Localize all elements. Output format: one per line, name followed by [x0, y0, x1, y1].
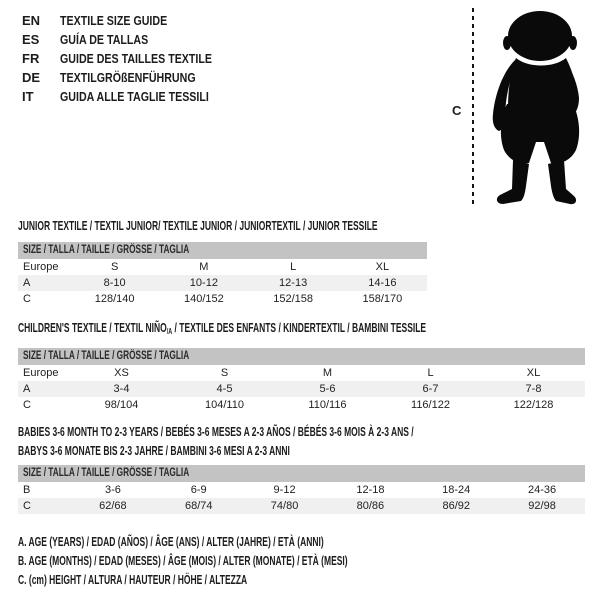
size-header-label: SIZE / TALLA / TAILLE / GRÖSSE / TAGLIA [23, 350, 190, 362]
language-code: ES [22, 32, 40, 47]
cell: 68/74 [184, 500, 213, 512]
table-row [18, 498, 585, 514]
size-header-label: SIZE / TALLA / TAILLE / GRÖSSE / TAGLIA [23, 467, 190, 479]
size-header-bar [18, 242, 427, 259]
footnote-age-months: B. AGE (MONTHS) / EDAD (MESES) / ÂGE (MOIS) / ALTER (MONATE) / ETÀ (MESI) [18, 554, 348, 568]
cell: 24-36 [527, 484, 557, 496]
cell: 6-7 [422, 383, 439, 395]
heading-subscript: /A [166, 327, 173, 336]
language-code: DE [22, 70, 41, 85]
cell: L [290, 261, 297, 273]
cell: 62/68 [99, 500, 127, 512]
language-title: GUIDE DES TAILLES TEXTILE [60, 51, 213, 66]
cell: 18-24 [442, 484, 471, 496]
language-title-block [22, 11, 245, 106]
cell: 7-8 [525, 383, 542, 395]
language-code: EN [22, 13, 41, 28]
footnote-height: C. (cm) HEIGHT / ALTURA / HAUTEUR / HÖHE / ALTEZZA [18, 573, 248, 587]
footnotes [18, 533, 503, 590]
language-title: GUÍA DE TALLAS [60, 32, 149, 47]
section-babies [18, 423, 585, 514]
language-row [22, 30, 245, 49]
cell: 86/92 [442, 500, 470, 512]
cell: 8-10 [103, 277, 126, 289]
language-title: GUIDA ALLE TAGLIE TESSILI [60, 89, 209, 104]
heading-text: CHILDREN'S TEXTILE / TEXTIL NIÑO [18, 321, 167, 335]
row-label: B [23, 484, 31, 496]
language-row [22, 49, 245, 68]
cell: M [199, 261, 209, 273]
cell: M [322, 367, 333, 379]
baby-silhouette-icon [486, 10, 594, 208]
row-label: A [23, 277, 31, 289]
cell: 4-5 [216, 383, 233, 395]
cell: 152/158 [273, 293, 313, 305]
cell: XL [375, 261, 390, 273]
cell: 158/170 [362, 293, 403, 305]
cell: 3-6 [104, 484, 121, 496]
table-row [18, 275, 427, 291]
size-header-bar [18, 348, 585, 365]
row-label: C [23, 500, 31, 512]
language-row [22, 68, 245, 87]
section-heading-babies [18, 423, 585, 461]
cell: S [110, 261, 119, 273]
cell: 140/152 [183, 293, 224, 305]
measure-dashed-line [472, 8, 474, 206]
language-row [22, 87, 245, 106]
language-row [22, 11, 245, 30]
size-table-babies [18, 465, 585, 514]
cell: 122/128 [513, 399, 554, 411]
cell: 3-4 [113, 383, 130, 395]
cell: XS [114, 367, 129, 379]
language-code: IT [22, 89, 34, 104]
section-heading-junior: JUNIOR TEXTILE / TEXTIL JUNIOR/ TEXTILE JUNIOR / JUNIORTEXTIL / JUNIOR TESSILE [18, 219, 378, 233]
table-row [18, 381, 585, 397]
table-row [18, 259, 427, 275]
heading-line: BABYS 3-6 MONATE BIS 2-3 JAHRE / BAMBINI 3-6 MESI A 2-3 ANNI [18, 444, 290, 458]
footnote-age-years: A. AGE (YEARS) / EDAD (AÑOS) / ÂGE (ANS) / ALTER (JAHRE) / ETÀ (ANNI) [18, 535, 324, 549]
cell: 5-6 [319, 383, 336, 395]
cell: 12-18 [356, 484, 385, 496]
height-measure-label: C [452, 103, 462, 118]
cell: L [427, 367, 434, 379]
cell: 9-12 [273, 484, 296, 496]
row-label: C [23, 293, 31, 305]
cell: XL [526, 367, 541, 379]
size-table-junior [18, 242, 427, 307]
cell: 74/80 [270, 500, 299, 512]
cell: 12-13 [279, 277, 308, 289]
section-junior [18, 217, 427, 307]
section-children [18, 319, 585, 413]
heading-line: BABIES 3-6 MONTH TO 2-3 YEARS / BEBÉS 3-6 MESES A 2-3 AÑOS / BÉBÉS 3-6 MOIS À 2-3 ANS / [18, 425, 414, 439]
language-code: FR [22, 51, 40, 66]
row-label: Europe [23, 367, 59, 379]
size-header-label: SIZE / TALLA / TAILLE / GRÖSSE / TAGLIA [23, 244, 190, 256]
cell: 80/86 [356, 500, 385, 512]
cell: 116/122 [411, 399, 450, 411]
cell: 98/104 [104, 399, 139, 411]
cell: 128/140 [94, 293, 135, 305]
size-table-children [18, 348, 585, 413]
row-label: A [23, 383, 31, 395]
cell: 104/110 [205, 399, 244, 411]
table-row [18, 291, 427, 307]
section-heading-children [18, 319, 427, 341]
language-title: TEXTILE SIZE GUIDE [60, 13, 168, 28]
cell: 10-12 [189, 277, 218, 289]
table-row [18, 365, 585, 381]
table-row [18, 482, 585, 498]
language-title: TEXTILGRÖßENFÜHRUNG [60, 70, 196, 85]
cell: S [220, 367, 229, 379]
table-row [18, 397, 585, 413]
cell: 14-16 [368, 277, 397, 289]
cell: 6-9 [190, 484, 207, 496]
row-label: C [23, 399, 31, 411]
cell: 110/116 [308, 399, 347, 411]
heading-text: / TEXTILE DES ENFANTS / KINDERTEXTIL / BAMBINI TESSILE [172, 321, 427, 335]
size-header-bar [18, 465, 585, 482]
row-label: Europe [23, 261, 59, 273]
cell: 92/98 [528, 500, 556, 512]
